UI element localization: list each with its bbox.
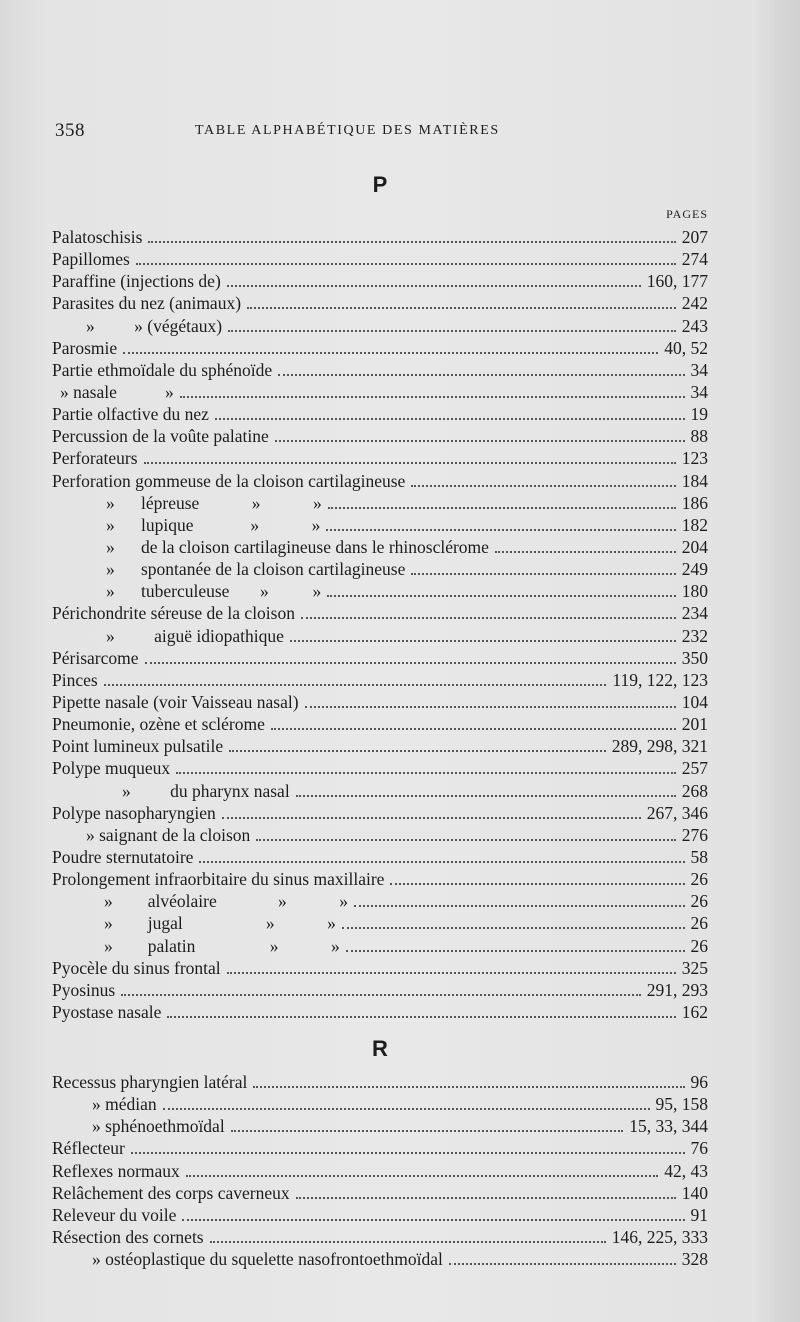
entry-pages: 146, 225, 333 (611, 1226, 708, 1247)
dot-leader (144, 462, 676, 464)
entry-term: Paraffine (injections de) (52, 271, 221, 292)
entry-term: Prolongement infraorbitaire du sinus maxillaire (52, 869, 385, 890)
entry-term: Pyostase nasale (52, 1001, 162, 1022)
entry-pages: 140 (681, 1182, 708, 1203)
index-entry (52, 447, 708, 469)
entry-pages: 184 (681, 470, 708, 491)
entry-pages: 26 (690, 913, 708, 934)
dot-leader (167, 1016, 675, 1018)
entry-term: Parosmie (52, 337, 118, 358)
dot-leader (210, 1241, 606, 1243)
entry-pages: 160, 177 (646, 271, 708, 292)
entry-pages: 207 (681, 227, 708, 247)
entry-pages: 123 (681, 448, 708, 469)
entry-pages: 15, 33, 344 (629, 1116, 708, 1137)
dot-leader (231, 1130, 624, 1132)
pages-column-label: PAGES (666, 207, 708, 221)
entry-term: » saignant de la cloison (86, 824, 251, 845)
index-entry (52, 1248, 708, 1270)
dot-leader (228, 330, 676, 332)
entry-pages: 34 (690, 381, 708, 402)
entry-term: » jugal » » (104, 913, 336, 934)
dot-leader (449, 1263, 676, 1265)
entry-pages: 119, 122, 123 (612, 669, 708, 690)
entry-term: » ostéoplastique du squelette nasofrontoethmoïdal (92, 1249, 443, 1270)
index-entry (52, 669, 708, 691)
index-entry (52, 713, 708, 735)
entry-term: Pyocèle du sinus frontal (52, 957, 221, 978)
entry-term: » lépreuse » » (106, 492, 322, 513)
index-entry (52, 1226, 708, 1248)
dot-leader (305, 706, 676, 708)
entry-pages: 242 (681, 293, 708, 314)
entry-term: Pneumonie, ozène et sclérome (52, 714, 265, 735)
entry-pages: 88 (690, 426, 708, 447)
dot-leader (256, 839, 675, 841)
index-entry (52, 1093, 708, 1115)
entry-pages: 180 (681, 581, 708, 602)
index-entry (52, 425, 708, 447)
dot-leader (227, 972, 676, 974)
entry-pages: 243 (681, 315, 708, 336)
dot-leader (342, 927, 685, 929)
dot-leader (145, 662, 676, 664)
entry-term: » lupique » » (106, 514, 321, 535)
index-entry (52, 580, 708, 602)
index-entry (52, 602, 708, 624)
entry-term: » de la cloison cartilagineuse dans le rhinosclérome (106, 536, 489, 557)
entry-pages: 274 (681, 249, 708, 270)
entry-pages: 249 (681, 559, 708, 580)
entry-term: Poudre sternutatoire (52, 846, 194, 867)
dot-leader (354, 905, 685, 907)
dot-leader (131, 1152, 685, 1154)
entry-term: » » (végétaux) (86, 315, 223, 336)
index-entry (52, 647, 708, 669)
entry-term: Reflexes normaux (52, 1160, 180, 1181)
entry-term: Relâchement des corps caverneux (52, 1182, 290, 1203)
index-entry (52, 912, 708, 934)
entry-term: » aiguë idiopathique (106, 625, 284, 646)
entry-pages: 291, 293 (646, 979, 708, 1000)
entry-pages: 26 (690, 891, 708, 912)
entry-pages: 325 (681, 957, 708, 978)
index-entry (52, 625, 708, 647)
entry-term: Polype nasopharyngien (52, 802, 216, 823)
entry-pages: 42, 43 (664, 1160, 708, 1181)
entry-pages: 201 (681, 714, 708, 735)
entry-term: » sphénoethmoïdal (92, 1116, 225, 1137)
dot-leader (327, 595, 675, 597)
dot-leader (136, 263, 676, 265)
index-entry (52, 802, 708, 824)
index-entry (52, 315, 708, 337)
entry-term: Releveur du voile (52, 1204, 177, 1225)
dot-leader (411, 485, 675, 487)
dot-leader (186, 1175, 658, 1177)
index-entry (52, 248, 708, 270)
entry-pages: 104 (681, 691, 708, 712)
entry-pages: 91 (690, 1204, 708, 1225)
index-entry (52, 824, 708, 846)
entry-pages: 182 (681, 514, 708, 535)
entry-term: Périchondrite séreuse de la cloison (52, 603, 295, 624)
index-entry (52, 868, 708, 890)
dot-leader (247, 307, 676, 309)
index-entry (52, 1182, 708, 1204)
index-entry (52, 381, 708, 403)
entry-pages: 267, 346 (646, 802, 708, 823)
entry-term: » médian (92, 1094, 157, 1115)
dot-leader (182, 1219, 684, 1221)
entry-term: Périsarcome (52, 647, 139, 668)
dot-leader (328, 507, 676, 509)
entry-pages: 26 (690, 869, 708, 890)
dot-leader (271, 728, 676, 730)
entry-term: » alvéolaire » » (104, 891, 348, 912)
index-entry (52, 846, 708, 868)
dot-leader (253, 1086, 684, 1088)
entry-pages: 350 (681, 647, 708, 668)
entry-pages: 328 (681, 1249, 708, 1270)
dot-leader (290, 640, 676, 642)
dot-leader (227, 285, 641, 287)
dot-leader (121, 994, 641, 996)
index-entry (52, 470, 708, 492)
entry-pages: 186 (681, 492, 708, 513)
dot-leader (176, 772, 676, 774)
index-list-p (52, 226, 708, 1023)
dot-leader (123, 352, 658, 354)
index-entry (52, 226, 708, 248)
entry-pages: 95, 158 (655, 1094, 708, 1115)
dot-leader (296, 1197, 676, 1199)
entry-term: » du pharynx nasal (122, 780, 290, 801)
index-entry (52, 514, 708, 536)
entry-pages: 26 (690, 935, 708, 956)
index-entry (52, 691, 708, 713)
entry-term: Pyosinus (52, 979, 116, 1000)
entry-pages: 234 (681, 603, 708, 624)
index-entry (52, 1137, 708, 1159)
index-entry (52, 492, 708, 514)
index-entry (52, 536, 708, 558)
entry-pages: 204 (681, 536, 708, 557)
entry-term: Résection des cornets (52, 1226, 204, 1247)
entry-term: Palatoschisis (52, 227, 143, 247)
index-entry (52, 1204, 708, 1226)
entry-term: Pinces (52, 669, 98, 690)
dot-leader (180, 396, 685, 398)
entry-term: » nasale » (60, 381, 174, 402)
entry-term: Perforation gommeuse de la cloison cartilagineuse (52, 470, 406, 491)
running-title: TABLE ALPHABÉTIQUE DES MATIÈRES (195, 123, 500, 138)
index-entry (52, 1001, 708, 1023)
entry-term: Point lumineux pulsatile (52, 736, 224, 757)
entry-term: Partie olfactive du nez (52, 404, 209, 425)
dot-leader (199, 861, 684, 863)
index-entry (52, 1071, 708, 1093)
entry-pages: 19 (690, 404, 708, 425)
index-entry (52, 359, 708, 381)
dot-leader (301, 617, 676, 619)
entry-term: » tuberculeuse » » (106, 581, 322, 602)
entry-pages: 96 (690, 1072, 708, 1092)
entry-term: Parasites du nez (animaux) (52, 293, 242, 314)
entry-term: » palatin » » (104, 935, 340, 956)
index-entry (52, 979, 708, 1001)
entry-term: » spontanée de la cloison cartilagineuse (106, 559, 406, 580)
entry-pages: 76 (690, 1138, 708, 1159)
section-letter-r: R (372, 1036, 388, 1061)
page-number: 358 (55, 120, 85, 141)
entry-pages: 268 (681, 780, 708, 801)
entry-term: Partie ethmoïdale du sphénoïde (52, 359, 273, 380)
dot-leader (275, 440, 685, 442)
dot-leader (278, 374, 684, 376)
dot-leader (346, 950, 685, 952)
dot-leader (411, 573, 675, 575)
entry-pages: 34 (690, 359, 708, 380)
index-entry (52, 757, 708, 779)
index-entry (52, 558, 708, 580)
section-letter-p: P (372, 172, 388, 197)
index-entry (52, 337, 708, 359)
entry-term: Polype muqueux (52, 758, 171, 779)
entry-term: Pipette nasale (voir Vaisseau nasal) (52, 691, 299, 712)
dot-leader (222, 817, 641, 819)
entry-term: Réflecteur (52, 1138, 125, 1159)
dot-leader (326, 529, 675, 531)
index-entry (52, 1160, 708, 1182)
dot-leader (390, 883, 684, 885)
index-entry (52, 890, 708, 912)
dot-leader (215, 418, 685, 420)
index-list-r (52, 1071, 708, 1270)
entry-pages: 40, 52 (664, 337, 708, 358)
dot-leader (296, 795, 676, 797)
index-entry (52, 292, 708, 314)
dot-leader (148, 241, 675, 243)
entry-pages: 257 (681, 758, 708, 779)
entry-pages: 232 (681, 625, 708, 646)
index-entry (52, 957, 708, 979)
entry-term: Perforateurs (52, 448, 138, 469)
dot-leader (104, 684, 607, 686)
running-header (55, 120, 715, 144)
entry-pages: 276 (681, 824, 708, 845)
index-entry (52, 780, 708, 802)
entry-pages: 162 (681, 1001, 708, 1022)
index-entry (52, 935, 708, 957)
dot-leader (229, 750, 606, 752)
entry-term: Recessus pharyngien latéral (52, 1072, 248, 1092)
index-entry (52, 270, 708, 292)
index-entry (52, 735, 708, 757)
entry-term: Percussion de la voûte palatine (52, 426, 269, 447)
dot-leader (495, 551, 676, 553)
entry-term: Papillomes (52, 249, 130, 270)
index-entry (52, 403, 708, 425)
index-entry (52, 1115, 708, 1137)
entry-pages: 58 (690, 846, 708, 867)
dot-leader (163, 1108, 650, 1110)
entry-pages: 289, 298, 321 (611, 736, 708, 757)
